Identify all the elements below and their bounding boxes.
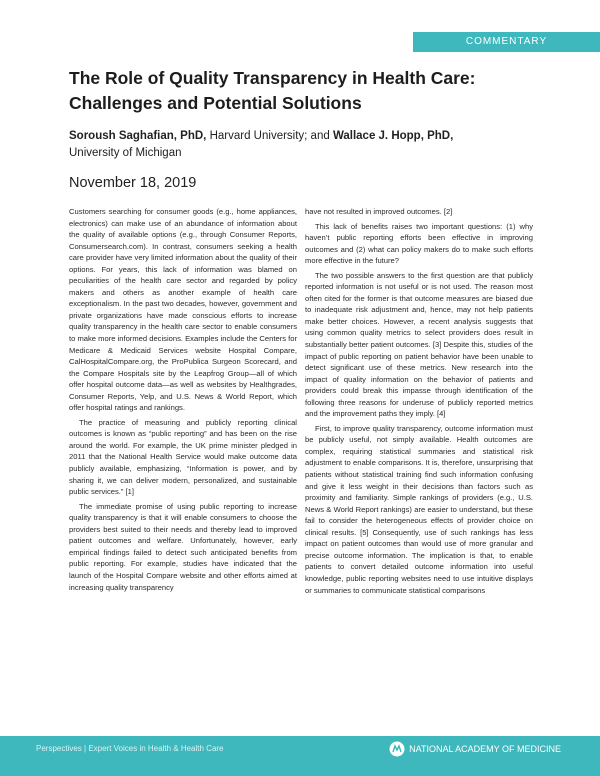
paragraph: First, to improve quality transparency, outcome information must be publicly useful, not simply available. Health outcomes are complex, requiring statistical summaries and statistical risk adjustment to enable comparisons. It is, therefore, unsurprising that patients without statistical training find such information confusing and give it less weight in their decisions than factors such as proximity and familiarity. Simple rankings of providers (e.g., U.S. News & World Report rankings) are easier to understand, but these fail to consider the heterogeneous effects of provider choice on clinical results. [5] Consequently, use of such rankings has less impact on patient outcomes than would use of more granular and precise outcome information. The implication is that, to enable patients to convert detailed outcome information into useful knowledge, public reporting websites need to use intuitive displays or summaries to communicate statistical comparisons	[305, 423, 533, 595]
footer-organization: NATIONAL ACADEMY OF MEDICINE	[409, 744, 561, 754]
author-2-name: Wallace J. Hopp, PhD,	[332, 130, 454, 142]
left-column	[69, 206, 297, 596]
nam-logo-icon	[389, 741, 405, 757]
author-2-affiliation: University of Michigan	[69, 147, 182, 159]
paragraph: have not resulted in improved outcomes. [2]	[305, 207, 453, 216]
footer-series-title: Perspectives | Expert Voices in Health & Health Care	[36, 744, 224, 753]
article-title: The Role of Quality Transparency in Health Care: Challenges and Potential Solutions	[69, 68, 476, 113]
footer-brand	[389, 741, 561, 757]
author-1-name: Soroush Saghafian, PhD,	[69, 130, 207, 142]
author-1-affiliation: Harvard University; and	[206, 130, 333, 142]
paragraph: The practice of measuring and publicly reporting clinical outcomes is known as “public reporting” and has been on the rise around the world. For example, the UK prime minister pledged in 2011 that the National Health Service would make outcome data publicly available, emphasizing, “Information is power, and by sharing it, we can deliver modern, personalized, and sustainable public services.” [1]	[69, 417, 297, 497]
commentary-badge: COMMENTARY	[413, 32, 600, 52]
author-line	[69, 128, 549, 162]
paragraph: The two possible answers to the first question are that publicly reported information is not useful or is not used. The reason most often cited for the former is that outcome measures are biased due to inadequate risk adjustment and, hence, may not help patients make better choices. However, a recent analysis suggests that using common quality metrics to select providers does result in substantially better patient outcomes. [3] Despite this, studies of the impact of public reporting on patient behavior have been unable to detect significant use of these metrics. New research into the impact of quality information on the behavior of patients and providers could break this impasse through identification of the following three reasons for underuse of publicly reported metrics and the improvement paths they imply. [4]	[305, 270, 533, 419]
paragraph: This lack of benefits raises two important questions: (1) why haven’t public reporting efforts been effective in improving outcomes and (2) what can policy makers do to make such efforts more effective in the future?	[305, 221, 533, 266]
paragraph: Customers searching for consumer goods (e.g., home appliances, electronics) can make use of an abundance of information about the quality of available options (e.g., through Consumer Reports, Consumersearch.com). In contrast, consumers seeking a health care provider have very limited information about the quality of their options. For years, this lack of information was blamed on peculiarities of the health care sector and regarded by policy makers and others as another example of health care exceptionalism. In the past two decades, however, government and private organizations have made conscious efforts to increase quality transparency in the health care sector to enable consumers to make more informed decisions. Examples include the Centers for Medicare & Medicaid Services website Hospital Compare, CalHospitalCompare.org, the ProPublica Surgeon Scorecard, and the Compare Hospitals site by the Leapfrog Group—all of which offer hospital outcome data—as well as websites by Healthgrades, Consumer Reports, Yelp, and U.S. News & World Report, which offer hospital ratings and rankings.	[69, 207, 297, 413]
paragraph: The immediate promise of using public reporting to increase quality transparency is that it will enable consumers to choose the providers best suited to their needs and thereby lead to improved patient outcomes and welfare. Unfortunately, however, early empirical findings failed to detect such anticipated benefits from public reporting. For example, studies have indicated that the launch of the Hospital Compare website and other efforts aimed at increasing quality transparency	[69, 501, 297, 592]
page-footer	[0, 736, 600, 776]
right-column	[305, 206, 533, 599]
publication-date: November 18, 2019	[69, 175, 197, 191]
